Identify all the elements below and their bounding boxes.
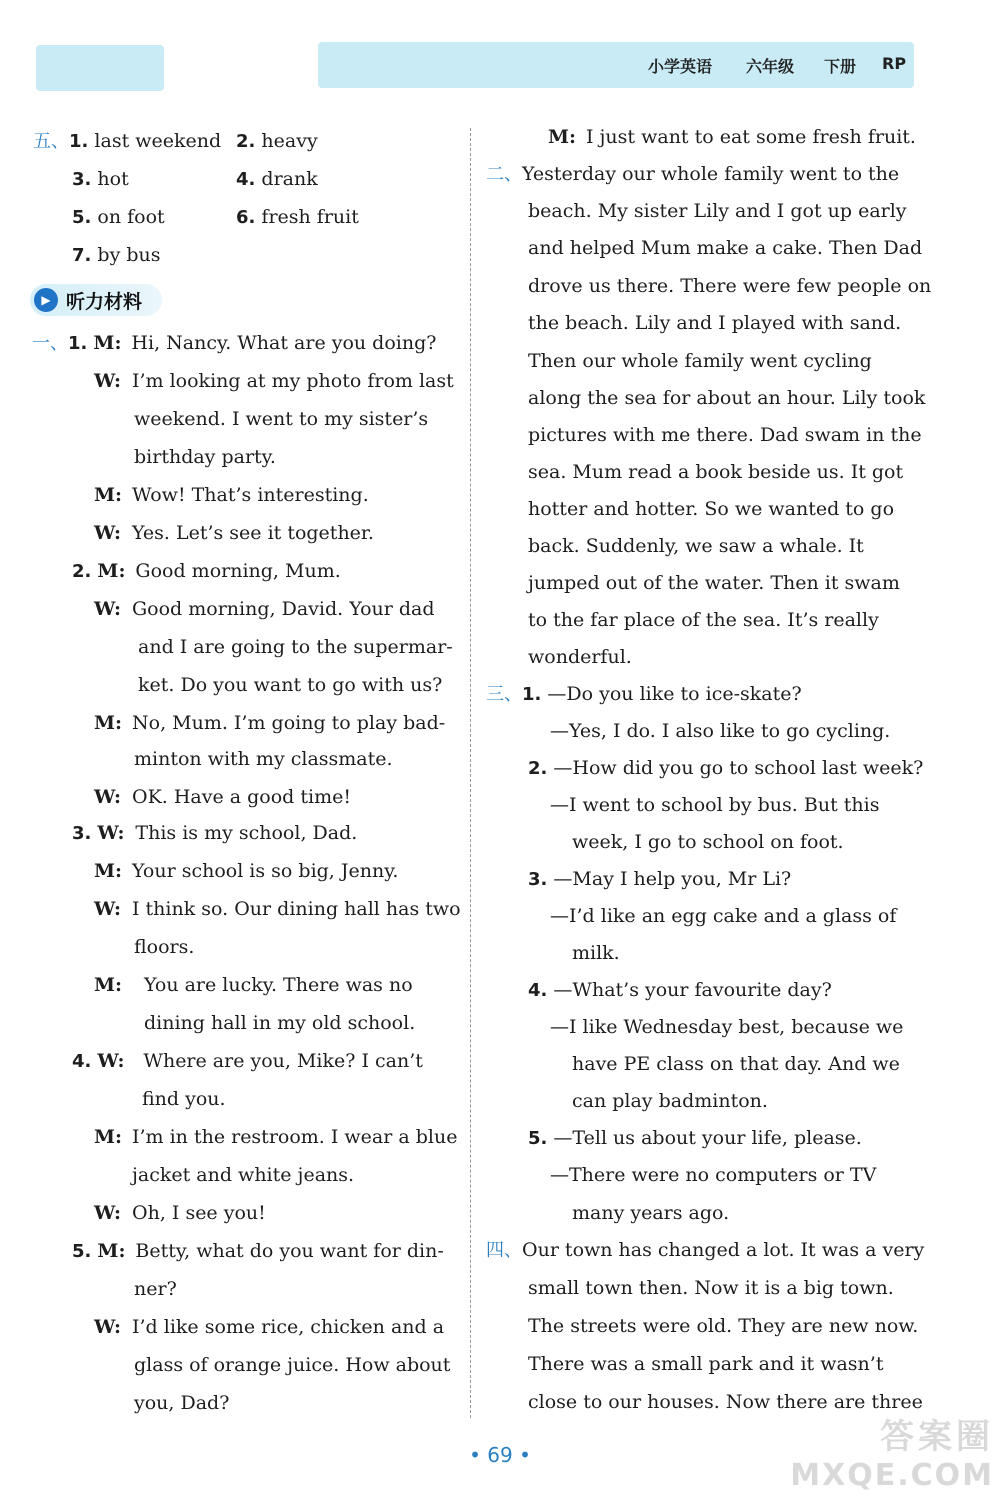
text-line: beach. My sister Lily and I got up early <box>528 200 907 222</box>
text-line: back. Suddenly, we saw a whale. It <box>528 535 864 557</box>
text-line: small town then. Now it is a big town. <box>528 1277 894 1299</box>
text-line: Then our whole family went cycling <box>528 350 872 372</box>
answer-5: 5. on foot <box>72 206 165 228</box>
text-line: pictures with me there. Dad swam in the <box>528 424 922 446</box>
header-subject: 小学英语 <box>648 57 713 76</box>
text-line: the beach. Lily and I played with sand. <box>528 312 902 334</box>
text-line: weekend. I went to my sister’s <box>134 408 429 430</box>
text-line: 3. W: This is my school, Dad. <box>72 822 358 844</box>
text-line: week, I go to school on foot. <box>572 831 844 853</box>
text-line: 3. —May I help you, Mr Li? <box>528 868 792 890</box>
text-line: 2. M: Good morning, Mum. <box>72 560 341 582</box>
text-line: 4. W: Where are you, Mike? I can’t <box>72 1050 423 1072</box>
text-line: and I are going to the supermar- <box>138 636 453 658</box>
text-line: —There were no computers or TV <box>550 1164 877 1186</box>
text-line: close to our houses. Now there are three <box>528 1391 923 1413</box>
play-icon: ▶ <box>34 288 58 312</box>
text-line: 4. —What’s your favourite day? <box>528 979 832 1001</box>
text-line: sea. Mum read a book beside us. It got <box>528 461 904 483</box>
text-line: —I’d like an egg cake and a glass of <box>550 905 897 927</box>
text-line: jumped out of the water. Then it swam <box>528 572 900 594</box>
text-line: milk. <box>572 942 620 964</box>
answer-6: 6. fresh fruit <box>236 206 359 228</box>
answer-2: 2. heavy <box>236 130 318 152</box>
text-line: many years ago. <box>572 1202 730 1224</box>
text-line: W: OK. Have a good time! <box>94 786 351 808</box>
text-line: —I went to school by bus. But this <box>550 794 880 816</box>
text-line: glass of orange juice. How about <box>134 1354 451 1376</box>
answer-7: 7. by bus <box>72 244 161 266</box>
text-line: There was a small park and it wasn’t <box>528 1353 884 1375</box>
column-divider <box>470 128 471 1418</box>
text-line: W: I think so. Our dining hall has two <box>94 898 461 920</box>
text-line: birthday party. <box>134 446 276 468</box>
text-line: have PE class on that day. And we <box>572 1053 900 1075</box>
listening-material-tag <box>30 284 162 316</box>
header-grade: 六年级 <box>746 57 795 76</box>
text-line: find you. <box>142 1088 226 1110</box>
text-line: 二、Yesterday our whole family went to the <box>486 163 900 185</box>
answer-1: 五、1. last weekend <box>33 130 222 152</box>
text-line: jacket and white jeans. <box>132 1164 355 1186</box>
text-line: wonderful. <box>528 646 632 668</box>
text-line: 5. M: Betty, what do you want for din- <box>72 1240 444 1262</box>
text-line: W: I’m looking at my photo from last <box>94 370 454 392</box>
text-line: minton with my classmate. <box>134 748 393 770</box>
header-bar <box>318 42 914 88</box>
text-line: drove us there. There were few people on <box>528 275 932 297</box>
text-line: W: Oh, I see you! <box>94 1202 266 1224</box>
header-edition: RP <box>882 54 907 73</box>
text-line: M: Your school is so big, Jenny. <box>94 860 399 882</box>
page-number: • 69 • <box>469 1443 531 1467</box>
text-line: floors. <box>134 936 195 958</box>
text-line: M: I just want to eat some fresh fruit. <box>548 126 916 148</box>
text-line: ket. Do you want to go with us? <box>138 674 443 696</box>
section-marker: 五、 <box>33 131 69 152</box>
text-line: 三、1. —Do you like to ice-skate? <box>486 683 802 705</box>
text-line: hotter and hotter. So we wanted to go <box>528 498 895 520</box>
text-line: M: No, Mum. I’m going to play bad- <box>94 712 446 734</box>
text-line: W: Good morning, David. Your dad <box>94 598 435 620</box>
text-line: can play badminton. <box>572 1090 768 1112</box>
text-line: W: Yes. Let’s see it together. <box>94 522 374 544</box>
text-line: 一、1. M: Hi, Nancy. What are you doing? <box>32 332 437 354</box>
answer-4: 4. drank <box>236 168 318 190</box>
tag-label: 听力材料 <box>66 291 143 313</box>
text-line: ner? <box>134 1278 177 1300</box>
text-line: —I like Wednesday best, because we <box>550 1016 904 1038</box>
text-line: M: Wow! That’s interesting. <box>94 484 369 506</box>
watermark-logo: 答案圈 MXQE.COM <box>790 1417 994 1493</box>
text-line: M: I’m in the restroom. I wear a blue <box>94 1126 458 1148</box>
text-line: —Yes, I do. I also like to go cycling. <box>550 720 891 742</box>
text-line: The streets were old. They are new now. <box>528 1315 919 1337</box>
text-line: to the far place of the sea. It’s really <box>528 609 879 631</box>
text-line: dining hall in my old school. <box>144 1012 416 1034</box>
text-line: along the sea for about an hour. Lily took <box>528 387 926 409</box>
text-line: 四、Our town has changed a lot. It was a very <box>486 1239 925 1261</box>
text-line: and helped Mum make a cake. Then Dad <box>528 237 923 259</box>
header-left-bar <box>36 45 164 91</box>
header-volume: 下册 <box>824 57 857 76</box>
answer-3: 3. hot <box>72 168 129 190</box>
text-line: M: You are lucky. There was no <box>94 974 413 996</box>
text-line: 2. —How did you go to school last week? <box>528 757 924 779</box>
text-line: you, Dad? <box>134 1392 230 1414</box>
text-line: 5. —Tell us about your life, please. <box>528 1127 862 1149</box>
text-line: W: I’d like some rice, chicken and a <box>94 1316 445 1338</box>
